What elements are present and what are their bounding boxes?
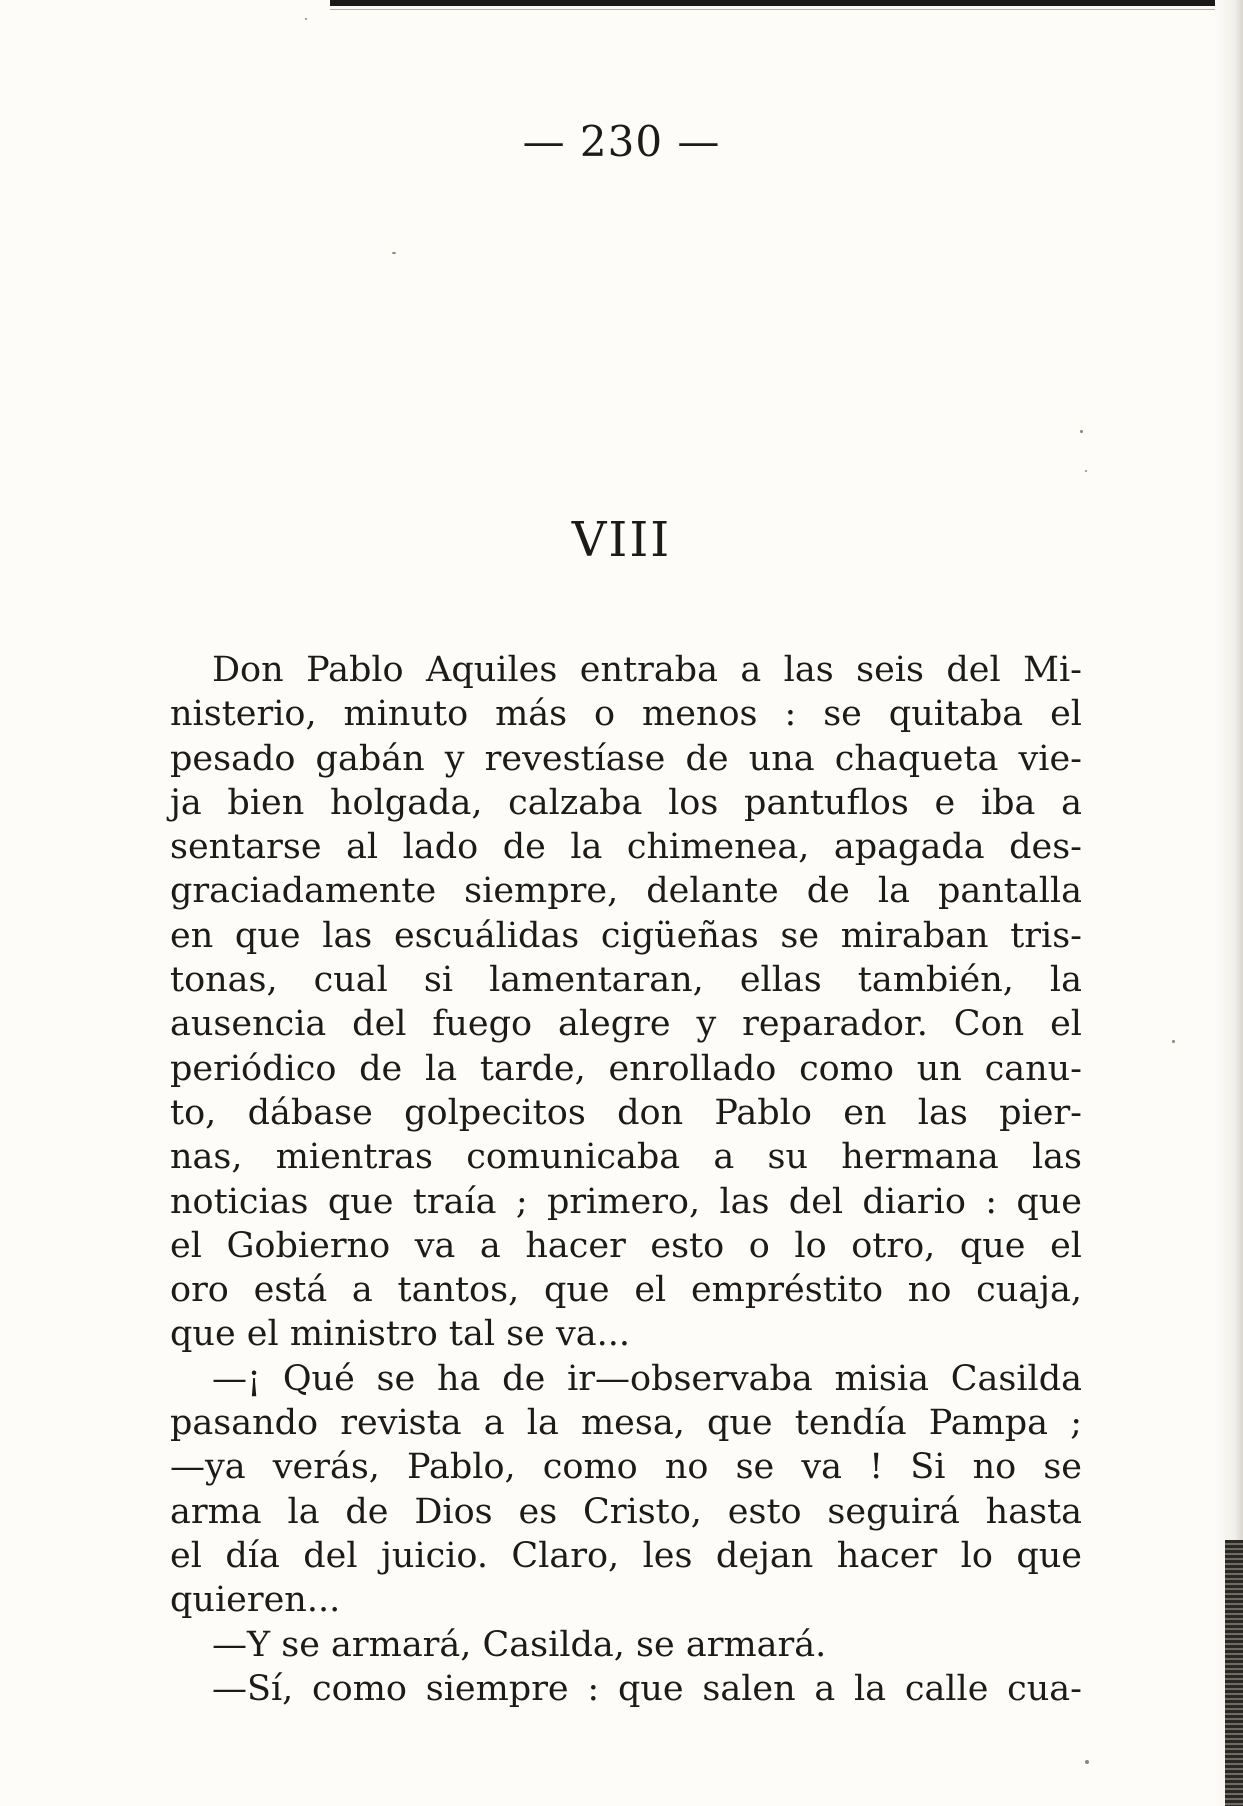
text-line: —Y se armará, Casilda, se armará. [212, 1624, 827, 1665]
text-line: Don Pablo Aquiles entraba a las seis del Mi- [212, 650, 1082, 690]
text-line: ausencia del fuego alegre y reparador. Con el [170, 1004, 1082, 1045]
page-number: — 230 — [522, 117, 721, 166]
text-line: arma la de Dios es Cristo, esto seguirá hasta [170, 1491, 1082, 1532]
text-line: oro está a tantos, que el empréstito no cuaja, [170, 1270, 1082, 1311]
text-line: que el ministro tal se va... [170, 1314, 630, 1355]
text-line: periódico de la tarde, enrollado como un canu- [170, 1048, 1082, 1089]
top-border-rule-thin [330, 9, 1243, 10]
top-border-rule [330, 0, 1243, 6]
chapter-heading: VIII [571, 512, 672, 568]
text-line: nisterio, minuto más o menos : se quitaba el [170, 694, 1082, 735]
paper-speck [1172, 1040, 1175, 1043]
text-line: el Gobierno va a hacer esto o lo otro, que el [170, 1225, 1082, 1266]
text-line: —Sí, como siempre : que salen a la calle cua- [212, 1668, 1082, 1709]
text-line: —¡ Qué se ha de ir—observaba misia Casilda [212, 1358, 1082, 1399]
text-line: en que las escuálidas cigüeñas se miraban tris- [170, 915, 1082, 956]
text-line: ja bien holgada, calzaba los pantuflos e iba a [170, 782, 1082, 823]
text-line: pesado gabán y revestíase de una chaqueta vie- [170, 738, 1082, 779]
body-text [170, 648, 1082, 1711]
page-edge-shadow [1215, 0, 1243, 1806]
paper-speck [1080, 430, 1083, 433]
text-line: to, dábase golpecitos don Pablo en las pier- [170, 1092, 1082, 1133]
paper-speck [1085, 1760, 1089, 1764]
text-line: noticias que traía ; primero, las del diario : que [170, 1181, 1082, 1222]
text-line: graciadamente siempre, delante de la pantalla [170, 871, 1082, 912]
text-line: quieren... [170, 1580, 341, 1621]
text-line: el día del juicio. Claro, les dejan hacer lo que [170, 1535, 1082, 1576]
paper-speck [305, 18, 307, 20]
text-line: nas, mientras comunicaba a su hermana las [170, 1137, 1082, 1178]
text-line: tonas, cual si lamentaran, ellas también, la [170, 960, 1082, 1001]
paper-speck [1085, 470, 1087, 472]
page-edge-binding [1225, 1540, 1243, 1806]
text-line: sentarse al lado de la chimenea, apagada des- [170, 827, 1082, 868]
text-line: pasando revista a la mesa, que tendía Pampa ; [170, 1403, 1082, 1444]
text-line: —ya verás, Pablo, como no se va ! Si no se [170, 1447, 1082, 1488]
paper-speck [392, 252, 396, 254]
